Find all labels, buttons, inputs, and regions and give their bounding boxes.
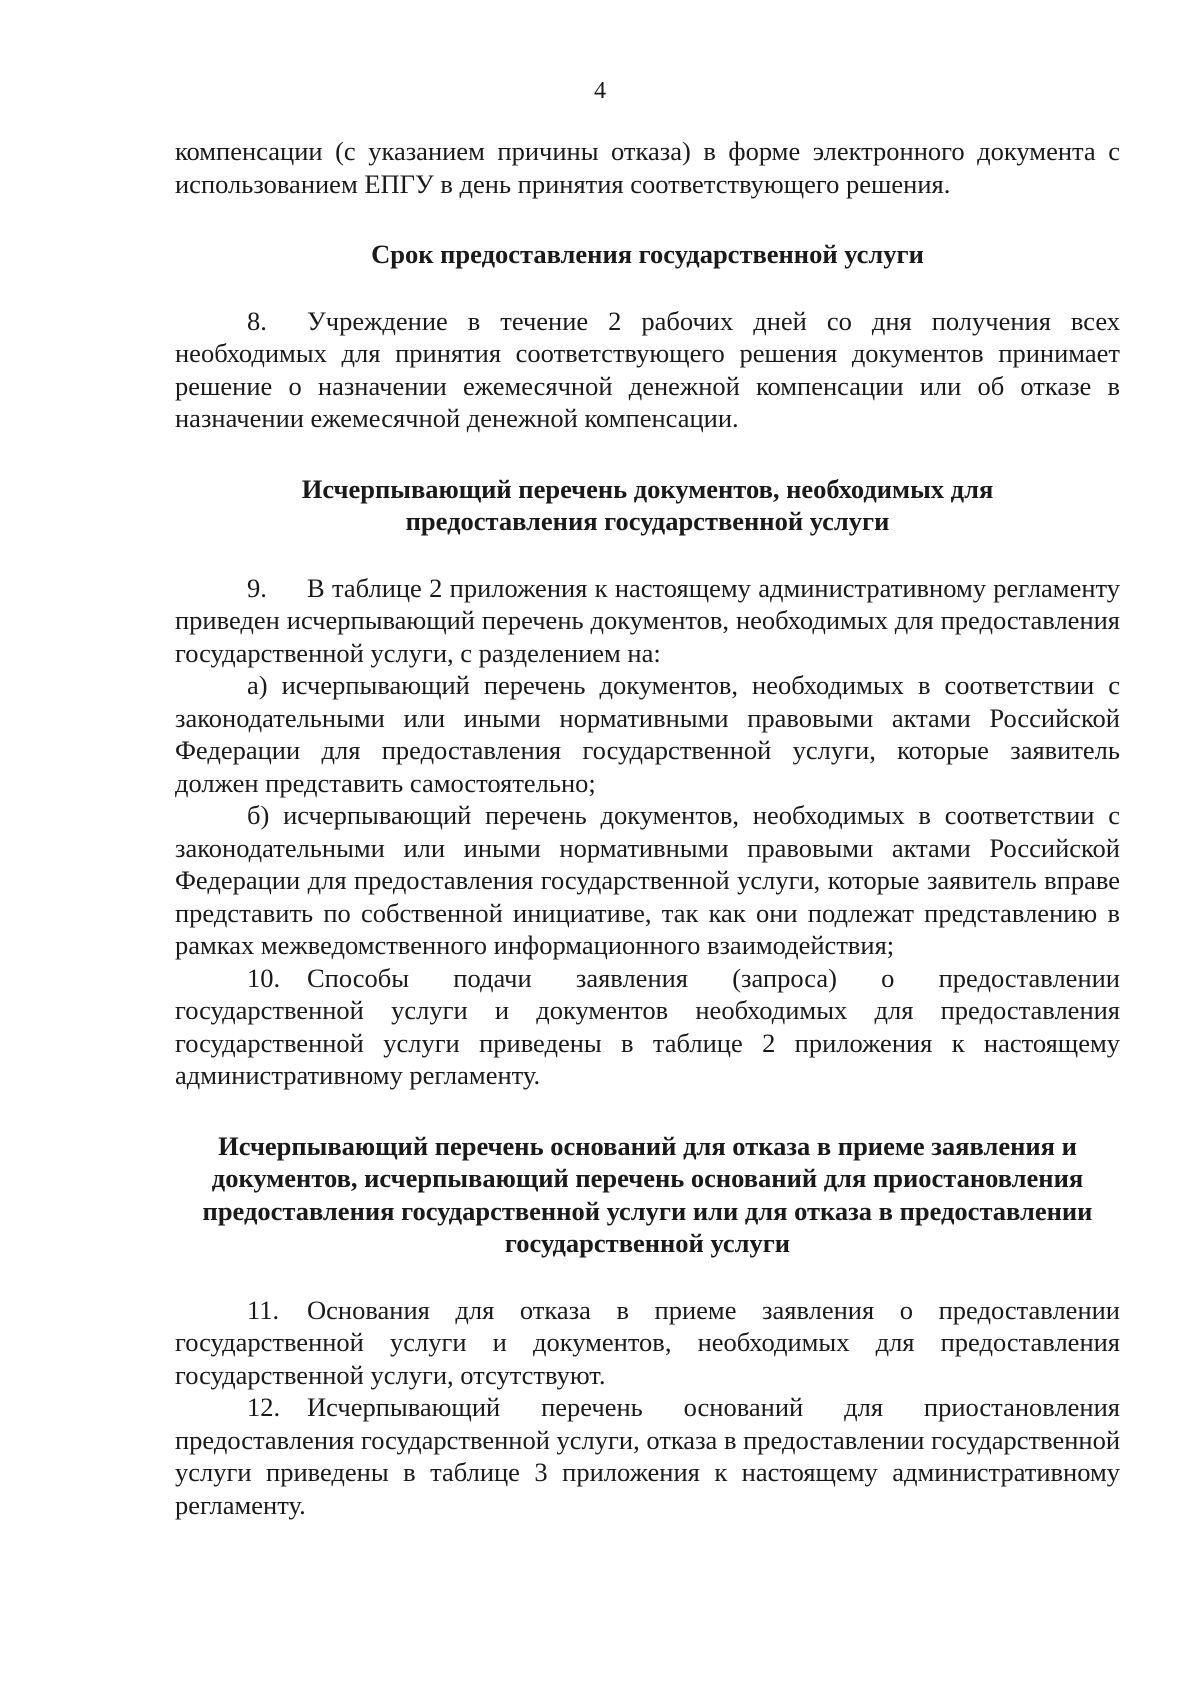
paragraph-number: 8. [247,305,267,336]
paragraph-number: 12. [247,1392,281,1422]
paragraph-text: Способы подачи заявления (запроса) о предоставлении государственной услуги и документов необходимых для предоставления государственной услуги приведены в таблице 2 приложения к настоящему административному регламенту. [175,962,1120,1090]
paragraph-8 [175,305,1120,435]
paragraph-text: Учреждение в течение 2 рабочих дней со дня получения всех необходимых для принятия соответствующего решения документов принимает решение о назначении ежемесячной денежной компенсации или об отказе в назначении ежемесячной денежной компенсации. [175,305,1120,433]
intro-paragraph: компенсации (с указанием причины отказа) в форме электронного документа с использованием ЕПГУ в день принятия соответствующего решения. [175,136,1120,199]
paragraph-number: 10. [247,962,281,993]
section-title-term: Срок предоставления государственной услуги [371,239,924,269]
paragraph-text: Исчерпывающий перечень оснований для приостановления предоставления государственной услуги, отказа в предоставлении государственной услуги приведены в таблице 3 приложения к настоящему административному регламенту. [175,1392,1120,1520]
paragraph-text: В таблице 2 приложения к настоящему административному регламенту приведен исчерпывающий перечень документов, необходимых для предоставления государственной услуги, с разделением на: [175,572,1120,668]
document-body [175,135,1120,1521]
section-title-grounds: Исчерпывающий перечень оснований для отказа в приеме заявления и документов, исчерпывающий перечень оснований для приостановления предоставления государственной услуги или для отказа в предоставлении государственной услуги [202,1130,1093,1258]
paragraph-number: 9. [247,572,267,603]
page-number: 4 [594,78,606,104]
paragraph-11 [175,1294,1120,1392]
paragraph-10 [175,962,1120,1092]
paragraph-number: 11. [247,1294,280,1325]
paragraph-12 [175,1391,1120,1521]
paragraph-9b: б) исчерпывающий перечень документов, необходимых в соответствии с законодательными или иными нормативными правовыми актами Российской Федерации для предоставления государственной услуги, которые заявитель вправе представить по собственной инициативе, так как они подлежат представлению в рамках межведомственного информационного взаимодействия; [175,800,1120,960]
paragraph-9 [175,572,1120,670]
paragraph-9a: а) исчерпывающий перечень документов, необходимых в соответствии с законодательными или иными нормативными правовыми актами Российской Федерации для предоставления государственной услуги, которые заявитель должен представить самостоятельно; [175,670,1120,798]
paragraph-text: Основания для отказа в приеме заявления о предоставлении государственной услуги и документов, необходимых для предоставления государственной услуги, отсутствуют. [175,1294,1120,1390]
section-title-documents: Исчерпывающий перечень документов, необходимых для предоставления государственной услуги [301,473,994,536]
